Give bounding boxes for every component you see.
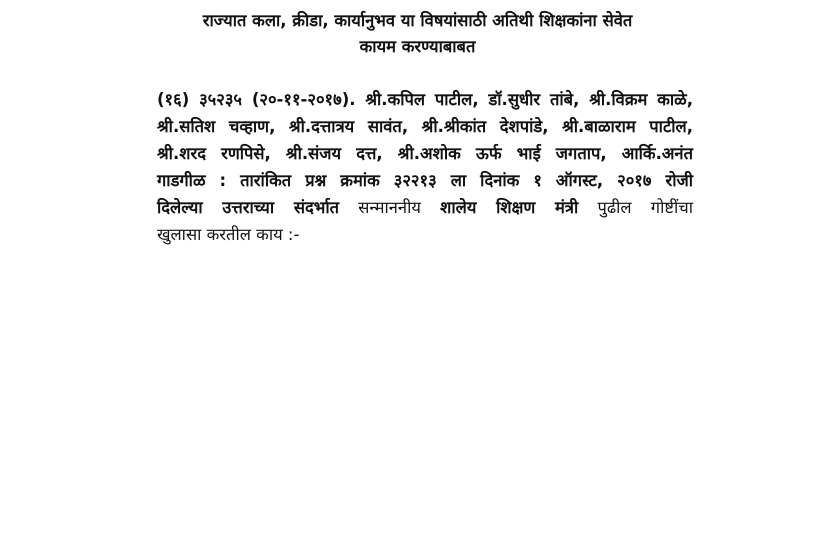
paragraph-line-1: (१६) ३५२३५ (२०-११-२०१७). श्री.कपिल पाटील, डॉ.सुधीर तांबे, श्री.विक्रम काळे, xyxy=(157,90,693,109)
reference-phrase: दिलेल्या उत्तराच्या संदर्भात xyxy=(157,198,340,217)
document-title-line-1: राज्यात कला, क्रीडा, कार्यानुभव या विषयांसाठी अतिथी शिक्षकांना सेवेत xyxy=(202,11,633,30)
question-lead-text: पुढील गोष्टींचा xyxy=(597,198,694,217)
paragraph-line-6: खुलासा करतील काय :- xyxy=(157,225,300,244)
question-paragraph xyxy=(157,86,693,248)
paragraph-line-5 xyxy=(157,194,693,221)
paragraph-line-3: श्री.शरद रणपिसे, श्री.संजय दत्त, श्री.अशोक ऊर्फ भाई जगताप, आर्कि.अनंत xyxy=(157,144,693,163)
document-title-line-2: कायम करण्याबाबत xyxy=(359,37,476,56)
paragraph-line-2: श्री.सतिश चव्हाण, श्री.दत्तात्रय सावंत, श्री.श्रीकांत देशपांडे, श्री.बाळाराम पाटील, xyxy=(157,117,693,136)
paragraph-line-4: गाडगीळ : तारांकित प्रश्न क्रमांक ३२२१३ ला दिनांक १ ऑगस्ट, २०१७ रोजी xyxy=(157,171,693,190)
minister-title: शालेय शिक्षण मंत्री xyxy=(440,198,579,217)
honorific-text: सन्माननीय xyxy=(358,198,421,217)
